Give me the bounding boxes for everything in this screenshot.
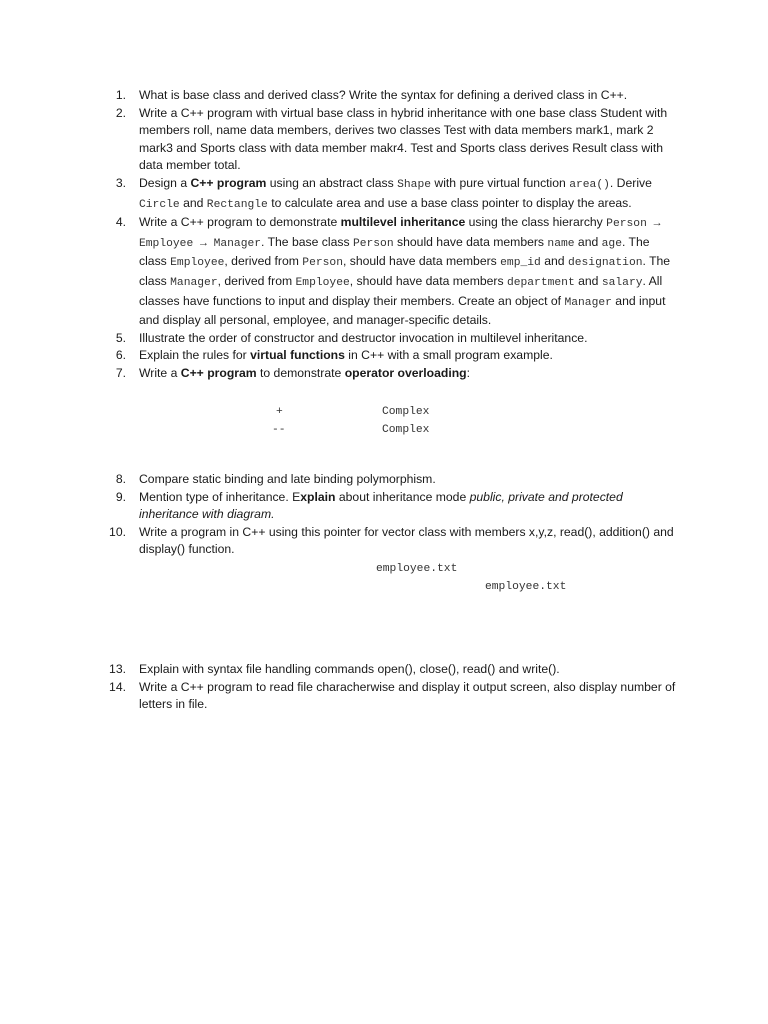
question-list-part3 — [0, 661, 768, 714]
bold-text: C++ program — [180, 365, 257, 380]
code-text: area() — [569, 178, 610, 191]
question-text: Write a C++ program to read file characherwise and display it output screen, also display number of letters in file. — [139, 679, 676, 712]
text-run: to calculate area and use a base class pointer to display the areas. — [267, 195, 632, 210]
question-2 — [0, 105, 768, 175]
text-run: . The base class — [261, 234, 353, 249]
text-run: using the class hierarchy — [465, 215, 607, 230]
file-references — [0, 561, 768, 597]
question-text: Explain with syntax file handling commands open(), close(), read() and write(). — [139, 662, 560, 676]
italic-text: public, private and protected inheritance with diagram. — [139, 489, 623, 522]
question-9 — [0, 489, 768, 524]
text-run: with pure virtual function — [431, 175, 570, 190]
file-name: employee.txt — [485, 581, 567, 593]
text-run: Write a C++ program to demonstrate — [139, 215, 341, 230]
question-number: 14. — [109, 679, 126, 694]
text-run: , derived from — [224, 254, 303, 269]
bold-text: C++ program — [190, 175, 267, 190]
text-run: , should have data members — [342, 254, 501, 269]
code-text: Person — [302, 257, 343, 270]
text-run: about inheritance mode — [335, 489, 470, 504]
question-14 — [0, 679, 768, 714]
question-number: 13. — [109, 662, 126, 676]
text-run: should have data members — [393, 234, 548, 249]
operator-type: Complex — [382, 424, 430, 436]
bold-text: operator overloading — [344, 365, 467, 380]
question-13 — [0, 661, 768, 679]
code-text: age — [601, 237, 622, 250]
question-number: 9. — [115, 489, 126, 504]
question-text: Write a C++ program with virtual base class in hybrid inheritance with one base class Student with members roll, name data members, derives two classes Test with data members mark1, mark 2 mark3 and Sports class with data member makr4. Test and Sports class derives Result class with data member total. — [139, 105, 668, 173]
question-7 — [0, 365, 768, 383]
question-number: 8. — [115, 472, 126, 486]
code-text: salary — [601, 276, 643, 289]
question-3 — [0, 175, 768, 214]
text-run: and — [574, 234, 602, 249]
question-8 — [0, 471, 768, 489]
operator-type: Complex — [382, 406, 430, 418]
question-number: 10. — [109, 524, 126, 539]
text-run: Explain the rules for — [139, 348, 251, 363]
question-text: What is base class and derived class? Write the syntax for defining a derived class in C++. — [139, 88, 628, 102]
code-text: Rectangle — [206, 198, 268, 211]
text-run: : — [466, 365, 470, 380]
text-run: to demonstrate — [256, 365, 345, 380]
code-text: Person → Employee → Manager — [139, 218, 661, 250]
code-text: Circle — [139, 198, 180, 211]
question-list-part1 — [0, 87, 768, 383]
bold-text: multilevel inheritance — [340, 215, 466, 230]
question-number: 2. — [115, 105, 126, 120]
text-run: . All classes have functions to input and display their members. Create an object of — [139, 273, 663, 308]
question-5 — [0, 330, 768, 348]
code-text: Person — [352, 237, 394, 250]
code-text: name — [547, 237, 575, 250]
code-text: Employee — [170, 257, 225, 270]
code-text: Manager — [170, 276, 218, 289]
text-run: . Derive — [609, 175, 652, 190]
question-number: 3. — [115, 175, 126, 190]
operator-list — [0, 404, 768, 440]
text-run: using an abstract class — [266, 175, 398, 190]
question-number: 4. — [115, 215, 126, 230]
text-run: Design a — [139, 175, 191, 190]
bold-text: xplain — [300, 489, 336, 504]
text-run: and — [179, 195, 207, 210]
question-number: 1. — [115, 88, 126, 102]
operator-row — [0, 404, 768, 422]
code-text: Shape — [397, 178, 432, 191]
text-run: . The class — [139, 254, 671, 288]
operator-row — [0, 422, 768, 440]
code-text: Manager — [564, 296, 612, 309]
text-run: Write a — [139, 365, 181, 380]
question-6 — [0, 347, 768, 365]
text-run: and input and display all personal, employee, and manager-specific details. — [139, 293, 666, 328]
code-text: designation — [567, 257, 643, 270]
operator-symbol: + — [276, 406, 283, 418]
text-run: , derived from — [217, 273, 296, 288]
code-text: department — [506, 276, 575, 289]
code-text: emp_id — [500, 257, 541, 270]
bold-text: virtual functions — [250, 348, 345, 363]
file-name: employee.txt — [376, 563, 458, 575]
text-run: and — [574, 273, 602, 288]
operator-symbol: -- — [272, 424, 286, 436]
question-1 — [0, 87, 768, 105]
text-run: Mention type of inheritance. E — [139, 489, 301, 504]
question-number: 6. — [115, 348, 126, 363]
question-4 — [0, 214, 768, 330]
code-text: Employee — [295, 276, 350, 289]
question-text: Illustrate the order of constructor and destructor invocation in multilevel inheritance. — [139, 330, 588, 345]
text-run: in C++ with a small program example. — [344, 348, 553, 363]
question-text: Write a program in C++ using this pointer for vector class with members x,y,z, read(), addition() and display() function. — [139, 524, 674, 557]
text-run: . The class — [139, 234, 650, 269]
question-list-part2 — [0, 471, 768, 559]
question-10 — [0, 524, 768, 559]
question-number: 5. — [115, 330, 126, 345]
text-run: , should have data members — [349, 273, 507, 288]
text-run: and — [540, 254, 568, 269]
question-number: 7. — [115, 365, 126, 380]
question-text: Compare static binding and late binding polymorphism. — [139, 472, 436, 486]
